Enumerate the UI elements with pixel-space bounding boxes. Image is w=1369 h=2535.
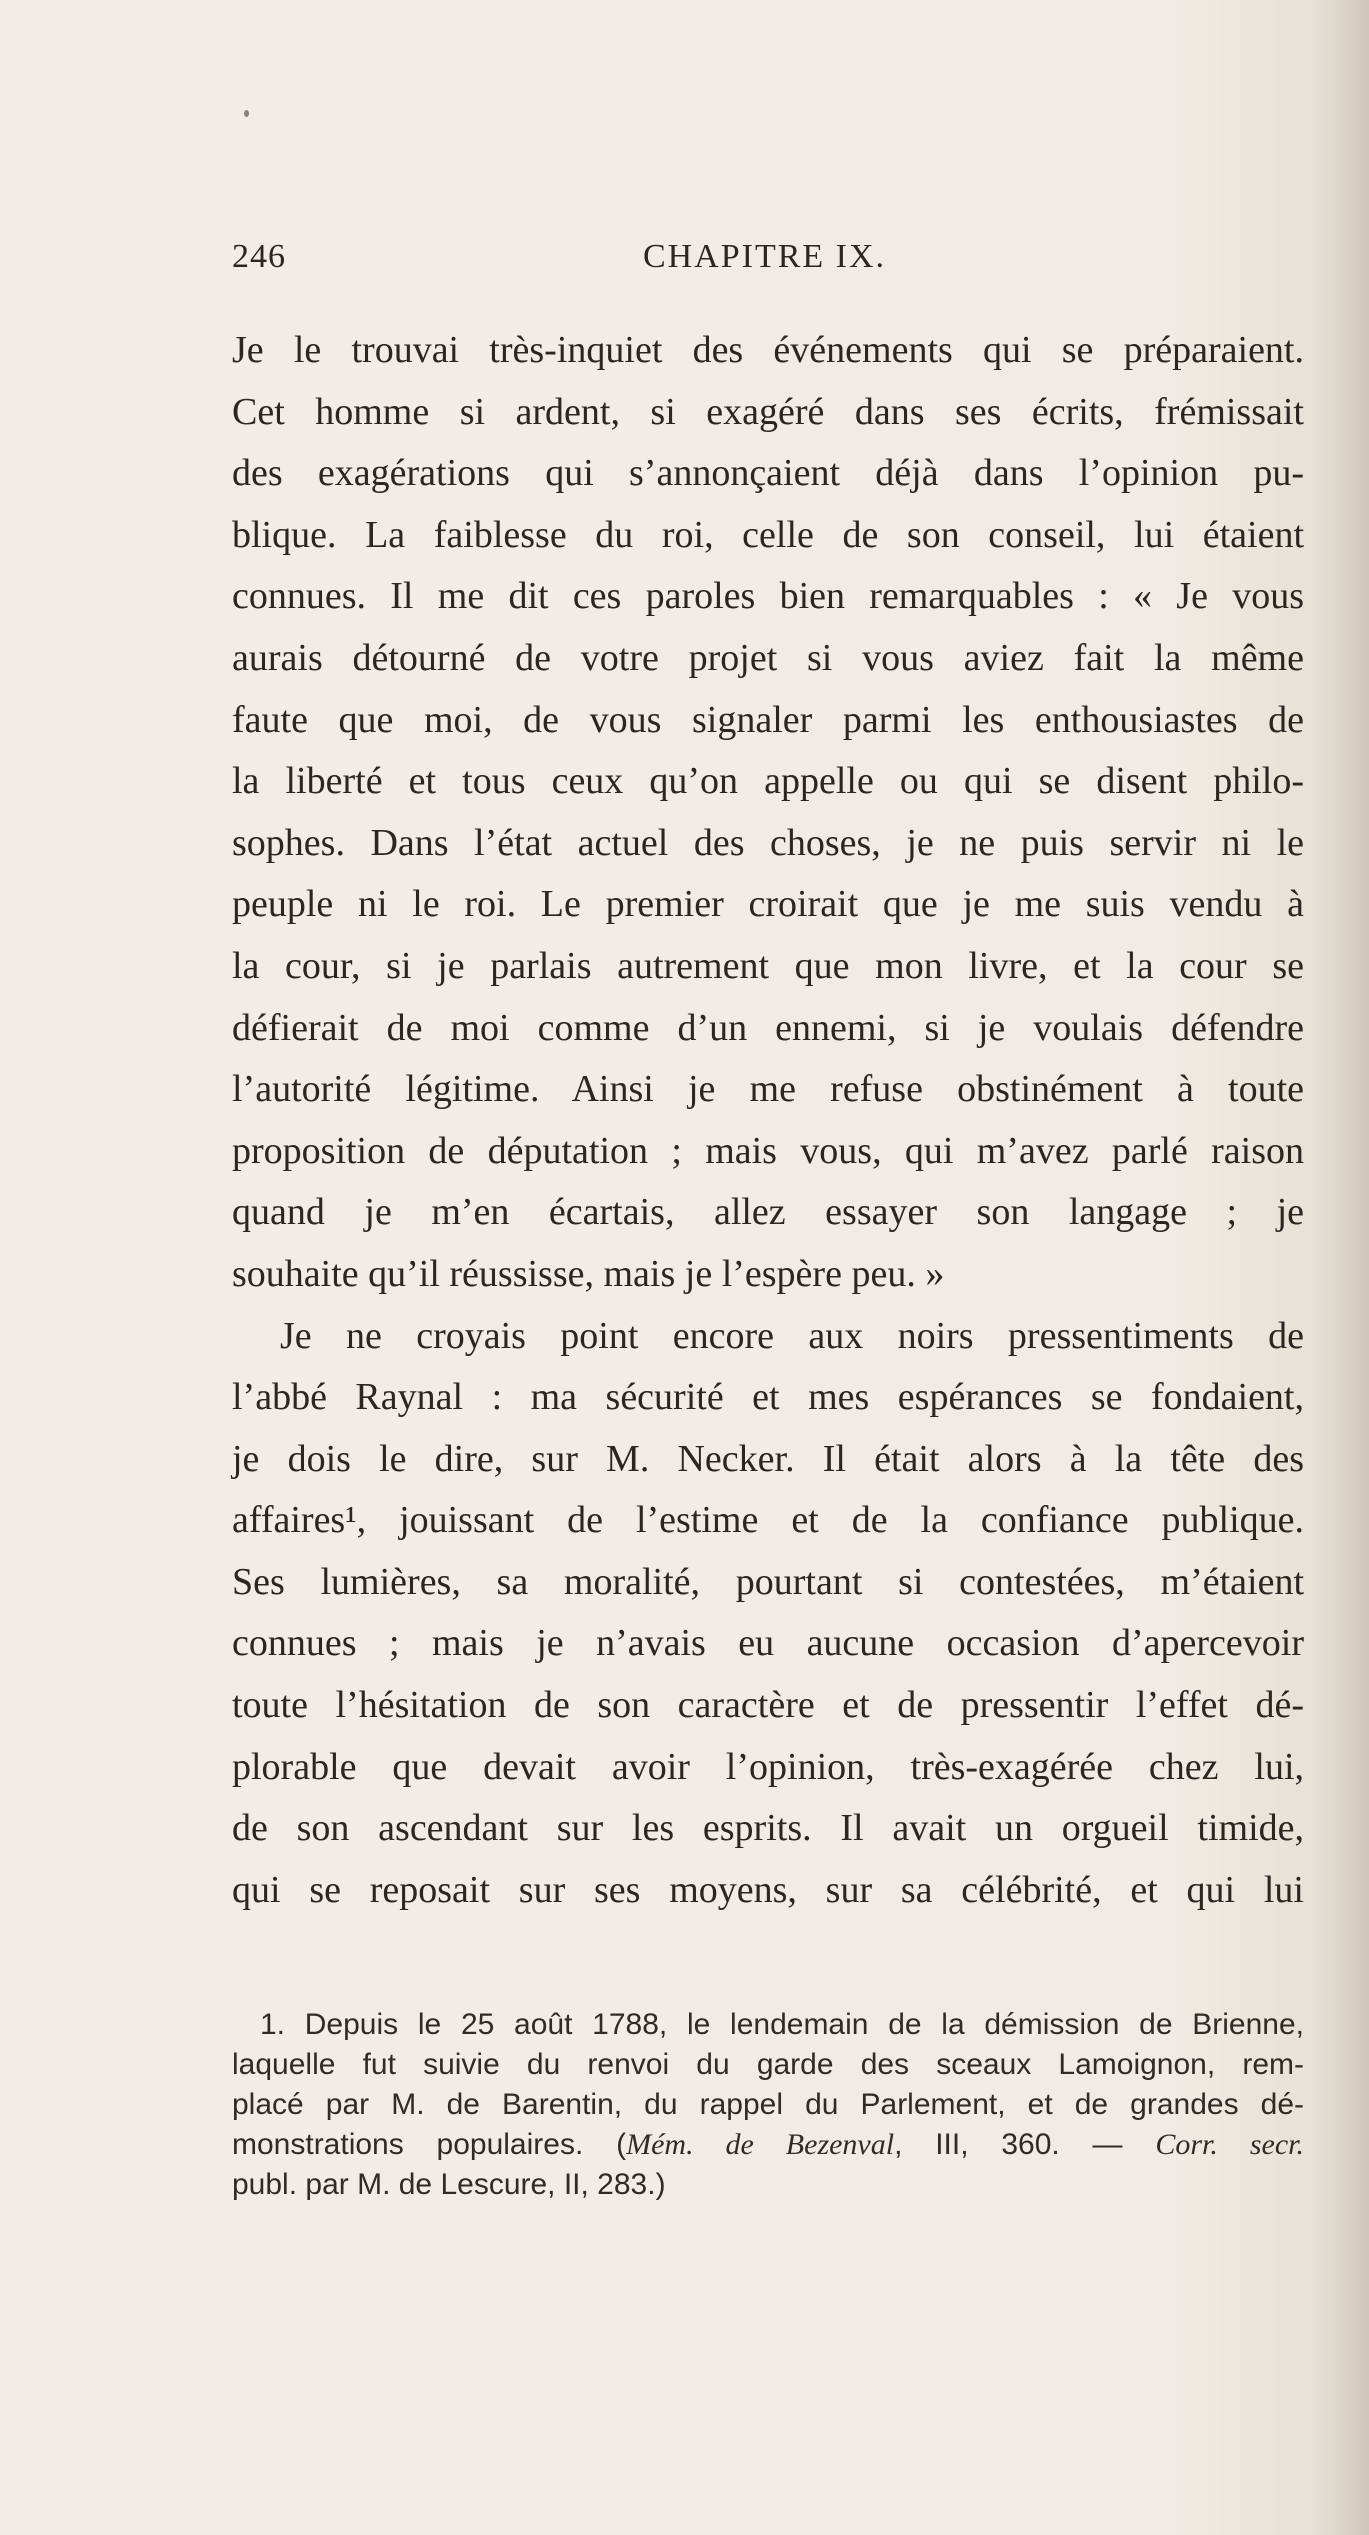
text-line: défierait de moi comme d’un ennemi, si je voulais défendre xyxy=(232,1006,1304,1049)
text-line: la liberté et tous ceux qu’on appelle ou qui se disent philo- xyxy=(232,760,1304,803)
text-line: l’autorité légitime. Ainsi je me refuse obstinément à toute xyxy=(232,1068,1304,1111)
text-line: connues ; mais je n’avais eu aucune occasion d’apercevoir xyxy=(232,1622,1304,1665)
footnotes xyxy=(232,2005,1304,2205)
text-line: toute l’hésitation de son caractère et de pressentir l’effet dé- xyxy=(232,1684,1304,1727)
text-line: Cet homme si ardent, si exagéré dans ses écrits, frémissait xyxy=(232,390,1304,433)
footnote-text: monstrations populaires. ( xyxy=(232,2128,627,2161)
text-line: Je le trouvai très-inquiet des événements qui se préparaient. xyxy=(232,329,1304,371)
text-line: la cour, si je parlais autrement que mon livre, et la cour se xyxy=(232,944,1304,987)
footnote-line: placé par M. de Barentin, du rappel du Parlement, et de grandes dé- xyxy=(232,2088,1304,2121)
footnote-line: laquelle fut suivie du renvoi du garde des sceaux Lamoignon, rem- xyxy=(232,2048,1304,2081)
footnote-citation: Mém. de Bezenval xyxy=(626,2128,895,2161)
text-line: blique. La faiblesse du roi, celle de son conseil, lui étaient xyxy=(232,513,1304,556)
footnote-line: 1. Depuis le 25 août 1788, le lendemain de la démission de Brienne, xyxy=(260,2008,1304,2041)
text-line: aurais détourné de votre projet si vous aviez fait la même xyxy=(232,636,1304,679)
chapter-title: CHAPITRE IX. xyxy=(642,238,887,275)
text-line: l’abbé Raynal : ma sécurité et mes espérances se fondaient, xyxy=(232,1376,1304,1419)
text-line: connues. Il me dit ces paroles bien remarquables : « Je vous xyxy=(232,575,1304,618)
text-line: plorable que devait avoir l’opinion, très-exagérée chez lui, xyxy=(232,1745,1304,1788)
footnote-citation: Corr. secr. xyxy=(1155,2128,1304,2161)
text-line: des exagérations qui s’annonçaient déjà dans l’opinion pu- xyxy=(232,452,1304,495)
footnote-line: publ. par M. de Lescure, II, 283.) xyxy=(232,2168,666,2201)
text-line: qui se reposait sur ses moyens, sur sa célébrité, et qui lui xyxy=(232,1868,1304,1911)
text-line: sophes. Dans l’état actuel des choses, je ne puis servir ni le xyxy=(232,821,1304,864)
text-line: souhaite qu’il réussisse, mais je l’espère peu. » xyxy=(232,1252,945,1295)
footnote-line xyxy=(232,2125,1304,2165)
running-head xyxy=(232,238,1297,284)
text-line: peuple ni le roi. Le premier croirait que je me suis vendu à xyxy=(232,883,1304,926)
text-line: affaires¹, jouissant de l’estime et de la confiance publique. xyxy=(232,1499,1304,1542)
page-number: 246 xyxy=(232,238,286,275)
text-line: Je ne croyais point encore aux noirs pressentiments de xyxy=(280,1314,1304,1357)
text-line: proposition de députation ; mais vous, qui m’avez parlé raison xyxy=(232,1129,1304,1172)
text-line: faute que moi, de vous signaler parmi les enthousiastes de xyxy=(232,698,1304,741)
text-line: Ses lumières, sa moralité, pourtant si contestées, m’étaient xyxy=(232,1560,1304,1603)
text-line: quand je m’en écartais, allez essayer son langage ; je xyxy=(232,1191,1304,1234)
text-line: de son ascendant sur les esprits. Il avait un orgueil timide, xyxy=(232,1807,1304,1850)
footnote-text: , III, 360. — xyxy=(894,2128,1156,2161)
ink-spot xyxy=(244,110,249,117)
body-text xyxy=(232,320,1304,1921)
text-line: je dois le dire, sur M. Necker. Il était alors à la tête des xyxy=(232,1437,1304,1480)
